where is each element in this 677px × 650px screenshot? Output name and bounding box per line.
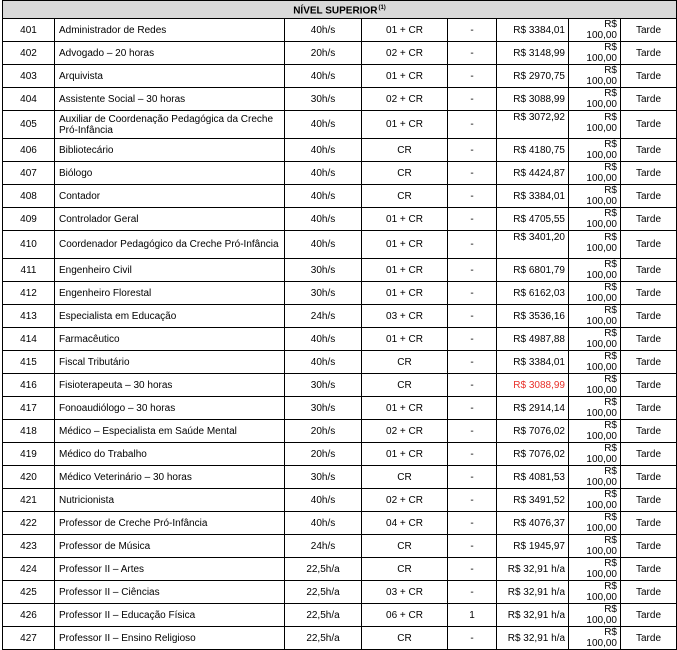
pcd-vacancies-cell: - [448,374,497,397]
positions-table [2,0,677,650]
job-title-cell: Assistente Social – 30 horas [55,88,285,111]
vacancies-cell: CR [362,466,448,489]
registration-fee-cell: R$ 100,00 [569,42,621,65]
workload-cell: 22,5h/a [285,627,362,650]
pcd-vacancies-cell: - [448,19,497,42]
workload-cell: 20h/s [285,420,362,443]
job-title-cell: Professor II – Ciências [55,581,285,604]
table-row [3,162,677,185]
job-code-cell: 415 [3,351,55,374]
registration-fee-cell: R$ 100,00 [569,397,621,420]
exam-shift-cell: Tarde [621,466,677,489]
exam-shift-cell: Tarde [621,581,677,604]
job-title-cell: Médico – Especialista em Saúde Mental [55,420,285,443]
job-code-cell: 414 [3,328,55,351]
vacancies-cell: 01 + CR [362,19,448,42]
exam-shift-cell: Tarde [621,185,677,208]
registration-fee-cell: R$ 100,00 [569,111,621,139]
table-row [3,489,677,512]
exam-shift-cell: Tarde [621,88,677,111]
job-title-cell: Professor II – Artes [55,558,285,581]
registration-fee-cell: R$ 100,00 [569,19,621,42]
table-row [3,42,677,65]
section-header [3,1,677,19]
section-footnote-mark: (1) [378,4,386,11]
exam-shift-cell: Tarde [621,282,677,305]
exam-shift-cell: Tarde [621,627,677,650]
job-code-cell: 424 [3,558,55,581]
salary-cell: R$ 6162,03 [497,282,569,305]
exam-shift-cell: Tarde [621,139,677,162]
table-row [3,604,677,627]
table-row [3,282,677,305]
job-code-cell: 417 [3,397,55,420]
salary-cell: R$ 3491,52 [497,489,569,512]
registration-fee-cell: R$ 100,00 [569,185,621,208]
pcd-vacancies-cell: - [448,111,497,139]
job-title-cell: Auxiliar de Coordenação Pedagógica da Creche Pró-Infância [55,111,285,139]
table-row [3,259,677,282]
job-code-cell: 405 [3,111,55,139]
pcd-vacancies-cell: - [448,466,497,489]
salary-cell: R$ 4076,37 [497,512,569,535]
table-row [3,231,677,259]
job-title-cell: Fonoaudiólogo – 30 horas [55,397,285,420]
table-row [3,139,677,162]
vacancies-cell: CR [362,162,448,185]
table-row [3,443,677,466]
registration-fee-cell: R$ 100,00 [569,627,621,650]
job-title-cell: Fiscal Tributário [55,351,285,374]
exam-shift-cell: Tarde [621,351,677,374]
workload-cell: 40h/s [285,489,362,512]
job-code-cell: 425 [3,581,55,604]
pcd-vacancies-cell: - [448,259,497,282]
job-title-cell: Professor de Música [55,535,285,558]
exam-shift-cell: Tarde [621,231,677,259]
job-title-cell: Médico Veterinário – 30 horas [55,466,285,489]
pcd-vacancies-cell: - [448,512,497,535]
salary-cell: R$ 4705,55 [497,208,569,231]
job-code-cell: 406 [3,139,55,162]
table-row [3,535,677,558]
workload-cell: 20h/s [285,42,362,65]
job-title-cell: Fisioterapeuta – 30 horas [55,374,285,397]
registration-fee-cell: R$ 100,00 [569,489,621,512]
vacancies-cell: CR [362,535,448,558]
salary-cell: R$ 4180,75 [497,139,569,162]
table-row [3,627,677,650]
table-row [3,65,677,88]
workload-cell: 40h/s [285,111,362,139]
pcd-vacancies-cell: - [448,65,497,88]
exam-shift-cell: Tarde [621,111,677,139]
job-code-cell: 422 [3,512,55,535]
salary-cell: R$ 4424,87 [497,162,569,185]
workload-cell: 24h/s [285,305,362,328]
job-code-cell: 427 [3,627,55,650]
vacancies-cell: 01 + CR [362,111,448,139]
job-code-cell: 402 [3,42,55,65]
salary-cell: R$ 3088,99 [497,374,569,397]
salary-cell: R$ 3088,99 [497,88,569,111]
job-code-cell: 420 [3,466,55,489]
table-row [3,328,677,351]
workload-cell: 30h/s [285,259,362,282]
registration-fee-cell: R$ 100,00 [569,88,621,111]
pcd-vacancies-cell: - [448,42,497,65]
salary-cell: R$ 7076,02 [497,443,569,466]
workload-cell: 30h/s [285,397,362,420]
pcd-vacancies-cell: - [448,627,497,650]
salary-cell: R$ 2914,14 [497,397,569,420]
salary-cell: R$ 3384,01 [497,19,569,42]
workload-cell: 40h/s [285,185,362,208]
pcd-vacancies-cell: - [448,535,497,558]
pcd-vacancies-cell: - [448,489,497,512]
salary-cell: R$ 32,91 h/a [497,604,569,627]
salary-cell: R$ 3536,16 [497,305,569,328]
vacancies-cell: 01 + CR [362,231,448,259]
job-code-cell: 419 [3,443,55,466]
table-row [3,111,677,139]
job-code-cell: 421 [3,489,55,512]
workload-cell: 22,5h/a [285,558,362,581]
pcd-vacancies-cell: - [448,581,497,604]
job-title-cell: Contador [55,185,285,208]
exam-shift-cell: Tarde [621,328,677,351]
exam-shift-cell: Tarde [621,374,677,397]
vacancies-cell: 03 + CR [362,305,448,328]
pcd-vacancies-cell: - [448,420,497,443]
registration-fee-cell: R$ 100,00 [569,65,621,88]
pcd-vacancies-cell: - [448,185,497,208]
pcd-vacancies-cell: 1 [448,604,497,627]
vacancies-cell: 01 + CR [362,443,448,466]
workload-cell: 30h/s [285,374,362,397]
job-title-cell: Professor II – Educação Física [55,604,285,627]
job-title-cell: Professor de Creche Pró-Infância [55,512,285,535]
job-title-cell: Especialista em Educação [55,305,285,328]
job-code-cell: 408 [3,185,55,208]
workload-cell: 30h/s [285,88,362,111]
exam-shift-cell: Tarde [621,489,677,512]
registration-fee-cell: R$ 100,00 [569,512,621,535]
workload-cell: 40h/s [285,19,362,42]
job-code-cell: 411 [3,259,55,282]
salary-cell: R$ 3072,92 [497,111,569,139]
vacancies-cell: 01 + CR [362,208,448,231]
salary-cell: R$ 1945,97 [497,535,569,558]
registration-fee-cell: R$ 100,00 [569,259,621,282]
workload-cell: 22,5h/a [285,604,362,627]
salary-cell: R$ 7076,02 [497,420,569,443]
pcd-vacancies-cell: - [448,397,497,420]
vacancies-cell: CR [362,374,448,397]
table-row [3,305,677,328]
job-title-cell: Engenheiro Florestal [55,282,285,305]
vacancies-cell: 01 + CR [362,328,448,351]
vacancies-cell: CR [362,139,448,162]
job-title-cell: Administrador de Redes [55,19,285,42]
registration-fee-cell: R$ 100,00 [569,466,621,489]
table-body [3,1,677,650]
job-title-cell: Farmacêutico [55,328,285,351]
workload-cell: 40h/s [285,139,362,162]
table-row [3,512,677,535]
registration-fee-cell: R$ 100,00 [569,139,621,162]
vacancies-cell: 01 + CR [362,282,448,305]
vacancies-cell: CR [362,351,448,374]
registration-fee-cell: R$ 100,00 [569,162,621,185]
workload-cell: 30h/s [285,282,362,305]
vacancies-cell: 02 + CR [362,42,448,65]
registration-fee-cell: R$ 100,00 [569,328,621,351]
salary-cell: R$ 6801,79 [497,259,569,282]
vacancies-cell: 02 + CR [362,489,448,512]
job-title-cell: Coordenador Pedagógico da Creche Pró-Infância [55,231,285,259]
workload-cell: 40h/s [285,162,362,185]
exam-shift-cell: Tarde [621,558,677,581]
exam-shift-cell: Tarde [621,604,677,627]
workload-cell: 40h/s [285,231,362,259]
section-header-row [3,1,677,19]
job-code-cell: 418 [3,420,55,443]
workload-cell: 30h/s [285,466,362,489]
workload-cell: 24h/s [285,535,362,558]
job-code-cell: 401 [3,19,55,42]
table-row [3,581,677,604]
exam-shift-cell: Tarde [621,512,677,535]
salary-cell: R$ 4081,53 [497,466,569,489]
salary-cell: R$ 3384,01 [497,351,569,374]
job-code-cell: 407 [3,162,55,185]
job-code-cell: 409 [3,208,55,231]
vacancies-cell: 04 + CR [362,512,448,535]
registration-fee-cell: R$ 100,00 [569,558,621,581]
registration-fee-cell: R$ 100,00 [569,351,621,374]
job-title-cell: Médico do Trabalho [55,443,285,466]
job-title-cell: Arquivista [55,65,285,88]
salary-cell: R$ 3384,01 [497,185,569,208]
table-row [3,420,677,443]
salary-cell: R$ 2970,75 [497,65,569,88]
table-row [3,558,677,581]
exam-shift-cell: Tarde [621,259,677,282]
pcd-vacancies-cell: - [448,328,497,351]
pcd-vacancies-cell: - [448,88,497,111]
exam-shift-cell: Tarde [621,65,677,88]
salary-cell: R$ 32,91 h/a [497,627,569,650]
table-row [3,397,677,420]
registration-fee-cell: R$ 100,00 [569,305,621,328]
pcd-vacancies-cell: - [448,351,497,374]
vacancies-cell: 03 + CR [362,581,448,604]
job-title-cell: Nutricionista [55,489,285,512]
registration-fee-cell: R$ 100,00 [569,420,621,443]
job-title-cell: Professor II – Ensino Religioso [55,627,285,650]
job-title-cell: Bibliotecário [55,139,285,162]
workload-cell: 40h/s [285,65,362,88]
salary-cell: R$ 3401,20 [497,231,569,259]
exam-shift-cell: Tarde [621,420,677,443]
vacancies-cell: 01 + CR [362,397,448,420]
table-row [3,208,677,231]
table-row [3,185,677,208]
job-code-cell: 426 [3,604,55,627]
job-title-cell: Engenheiro Civil [55,259,285,282]
pcd-vacancies-cell: - [448,231,497,259]
registration-fee-cell: R$ 100,00 [569,535,621,558]
job-code-cell: 416 [3,374,55,397]
registration-fee-cell: R$ 100,00 [569,374,621,397]
salary-cell: R$ 32,91 h/a [497,581,569,604]
exam-shift-cell: Tarde [621,208,677,231]
table-row [3,466,677,489]
vacancies-cell: CR [362,627,448,650]
exam-shift-cell: Tarde [621,397,677,420]
job-code-cell: 423 [3,535,55,558]
vacancies-cell: 06 + CR [362,604,448,627]
registration-fee-cell: R$ 100,00 [569,581,621,604]
job-title-cell: Controlador Geral [55,208,285,231]
registration-fee-cell: R$ 100,00 [569,282,621,305]
registration-fee-cell: R$ 100,00 [569,231,621,259]
salary-cell: R$ 4987,88 [497,328,569,351]
salary-cell: R$ 3148,99 [497,42,569,65]
pcd-vacancies-cell: - [448,139,497,162]
table-row [3,351,677,374]
workload-cell: 22,5h/a [285,581,362,604]
table-row [3,374,677,397]
table-row [3,19,677,42]
exam-shift-cell: Tarde [621,19,677,42]
pcd-vacancies-cell: - [448,162,497,185]
vacancies-cell: CR [362,185,448,208]
pcd-vacancies-cell: - [448,282,497,305]
pcd-vacancies-cell: - [448,305,497,328]
registration-fee-cell: R$ 100,00 [569,208,621,231]
job-code-cell: 410 [3,231,55,259]
document-page [2,0,661,650]
workload-cell: 40h/s [285,208,362,231]
exam-shift-cell: Tarde [621,162,677,185]
salary-cell: R$ 32,91 h/a [497,558,569,581]
vacancies-cell: 01 + CR [362,65,448,88]
exam-shift-cell: Tarde [621,42,677,65]
workload-cell: 40h/s [285,351,362,374]
exam-shift-cell: Tarde [621,305,677,328]
job-title-cell: Biólogo [55,162,285,185]
vacancies-cell: CR [362,558,448,581]
registration-fee-cell: R$ 100,00 [569,443,621,466]
workload-cell: 20h/s [285,443,362,466]
job-code-cell: 403 [3,65,55,88]
job-code-cell: 404 [3,88,55,111]
registration-fee-cell: R$ 100,00 [569,604,621,627]
vacancies-cell: 01 + CR [362,259,448,282]
vacancies-cell: 02 + CR [362,420,448,443]
exam-shift-cell: Tarde [621,443,677,466]
pcd-vacancies-cell: - [448,208,497,231]
pcd-vacancies-cell: - [448,443,497,466]
job-title-cell: Advogado – 20 horas [55,42,285,65]
job-code-cell: 413 [3,305,55,328]
table-row [3,88,677,111]
vacancies-cell: 02 + CR [362,88,448,111]
job-code-cell: 412 [3,282,55,305]
workload-cell: 40h/s [285,328,362,351]
workload-cell: 40h/s [285,512,362,535]
section-title: NÍVEL SUPERIOR [293,5,378,17]
pcd-vacancies-cell: - [448,558,497,581]
exam-shift-cell: Tarde [621,535,677,558]
